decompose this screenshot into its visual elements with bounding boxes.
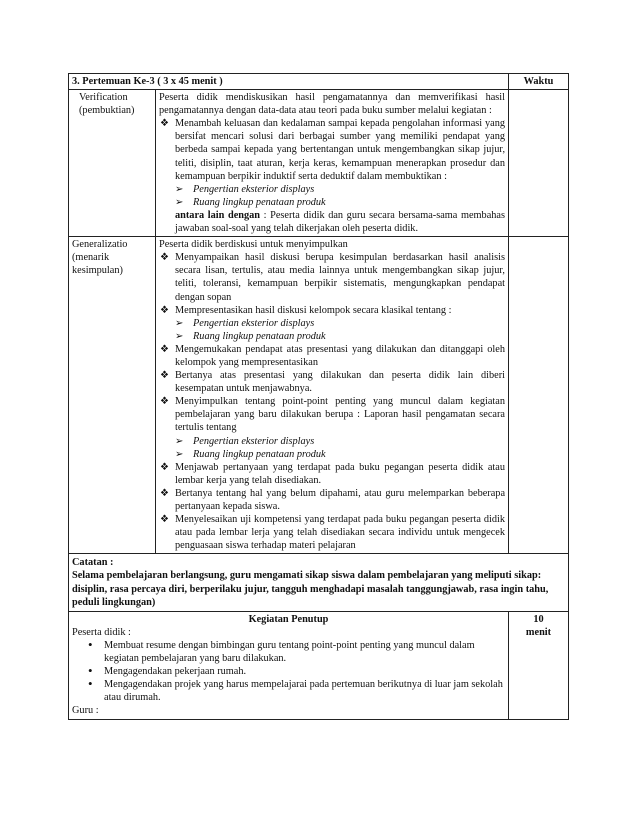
list-item: ➢ Ruang lingkup penataan produk: [159, 448, 505, 461]
time-header: Waktu: [509, 74, 569, 90]
list-item: ❖ Bertanya tentang hal yang belum dipahami, atau guru melemparkan beberapa pertanyaan kepada siswa.: [159, 487, 505, 513]
generalization-content: [156, 237, 509, 554]
lesson-plan-page: [68, 73, 568, 720]
closing-teacher-label: Guru :: [72, 705, 99, 717]
closing-duration-value: 10: [533, 613, 544, 625]
verification-closing: [175, 209, 505, 235]
notes-row: [69, 554, 569, 611]
notes-text: Selama pembelajaran berlangsung, guru mengamati sikap siswa dalam pembelajaran yang meliputi sikap: disiplin, rasa percaya diri, berperilaku jujur, tangguh menghadapi masalah tanggungjawab, rasa ingin tahu, peduli lingkungan): [72, 570, 549, 608]
list-item: • Mengagendakan pekerjaan rumah.: [72, 665, 505, 678]
closing-time-cell: [509, 611, 569, 719]
closing-title: Kegiatan Penutup: [248, 613, 329, 625]
generalization-arrow-list-1: [159, 317, 505, 343]
meeting-title: 3. Pertemuan Ke-3 ( 3 x 45 menit ): [69, 74, 509, 90]
generalization-arrow-list-2: [159, 435, 505, 461]
verification-closing-text: : Peserta didik dan guru secara bersama-sama membahas jawaban soal-soal yang telah dikerjakan oleh peserta didik.: [175, 209, 506, 235]
list-item: [159, 117, 505, 235]
generalization-label-text: Generalizatio (menarik kesimpulan): [72, 239, 128, 277]
list-item-text: Mempresentasikan hasil diskusi kelompok secara klasikal tentang :: [175, 304, 452, 316]
generalization-intro: Peserta didik berdiskusi untuk menyimpulkan: [159, 239, 348, 251]
header-row: [69, 74, 569, 90]
verification-time-cell: [509, 90, 569, 237]
closing-cell: [69, 611, 509, 719]
list-item: ➢ Pengertian eksterior displays: [159, 317, 505, 330]
verification-content: [156, 90, 509, 237]
closing-duration-unit: menit: [525, 626, 552, 638]
verification-closing-bold: antara lain dengan: [175, 209, 261, 221]
verification-label: [69, 90, 156, 237]
list-item-text: Menyimpulkan tentang point-point penting yang muncul dalam kegiatan pembelajaran yang baru dilakukan berupa : Laporan hasil pengamatan secara tertulis tentang: [175, 396, 506, 434]
verification-bullet-text: Menambah keluasan dan kedalaman sampai kepada pengolahan informasi yang bersifat mencari solusi dari berbagai sumber yang memiliki pendapat yang berbeda sampai kepada yang bertentangan untuk mengembangkan sikap jujur, teliti, disiplin, taat aturan, kerja keras, kemampuan menerapkan prosedur dan kemampuan berpikir induktif serta deduktif dalam membuktikan :: [175, 118, 506, 182]
closing-students-label: Peserta didik :: [72, 626, 131, 638]
verification-bullets: [159, 117, 505, 235]
closing-row: [69, 611, 569, 719]
list-item: ❖ Menyampaikan hasil diskusi berupa kesimpulan berdasarkan hasil analisis secara lisan, tertulis, atau media lainnya untuk mengembangkan sikap jujur, teliti, toleransi, kemampuan berpikir sistematis, mengungkapkan pendapat dengan sopan: [159, 251, 505, 303]
generalization-label: [69, 237, 156, 554]
list-item: ➢ Pengertian eksterior displays: [159, 183, 505, 196]
list-item: ❖ Menjawab pertanyaan yang terdapat pada buku pegangan peserta didik atau lembar kerja yang telah disediakan.: [159, 461, 505, 487]
list-item: • Membuat resume dengan bimbingan guru tentang point-point penting yang muncul dalam kegiatan pembelajaran yang baru dilakukan.: [72, 639, 505, 665]
generalization-time-cell: [509, 237, 569, 554]
list-item: ➢ Ruang lingkup penataan produk: [159, 196, 505, 209]
list-item: ❖ Menyelesaikan uji kompetensi yang terdapat pada buku pegangan peserta didik atau pada lembar lerja yang telah disediakan secara individu untuk mengecek penguasaan siswa terhadap materi pelajaran: [159, 513, 505, 552]
list-item: [159, 304, 505, 343]
generalization-row: [69, 237, 569, 554]
notes-cell: [69, 554, 569, 611]
list-item: ➢ Ruang lingkup penataan produk: [159, 330, 505, 343]
list-item: [159, 395, 505, 460]
list-item: ❖ Mengemukakan pendapat atas presentasi yang dilakukan dan ditanggapi oleh kelompok yang mempresentasikan: [159, 343, 505, 369]
list-item: ❖ Bertanya atas presentasi yang dilakukan dan peserta didik lain diberi kesempatan untuk menjawabnya.: [159, 369, 505, 395]
verification-label-text: Verification (pembuktian): [79, 92, 135, 117]
closing-list: [72, 639, 505, 704]
notes-title: Catatan :: [72, 557, 114, 569]
verification-row: [69, 90, 569, 237]
generalization-bullets: [159, 251, 505, 552]
list-item: • Mengagendakan projek yang harus mempelajarai pada pertemuan berikutnya di luar jam sekolah atau dirumah.: [72, 678, 505, 704]
lesson-table: [68, 73, 569, 720]
verification-intro: Peserta didik mendiskusikan hasil pengamatannya dan memverifikasi hasil pengamatannya dengan data-data atau teori pada buku sumber melalui kegiatan :: [159, 92, 506, 117]
list-item: ➢ Pengertian eksterior displays: [159, 435, 505, 448]
verification-arrow-list: [159, 183, 505, 209]
